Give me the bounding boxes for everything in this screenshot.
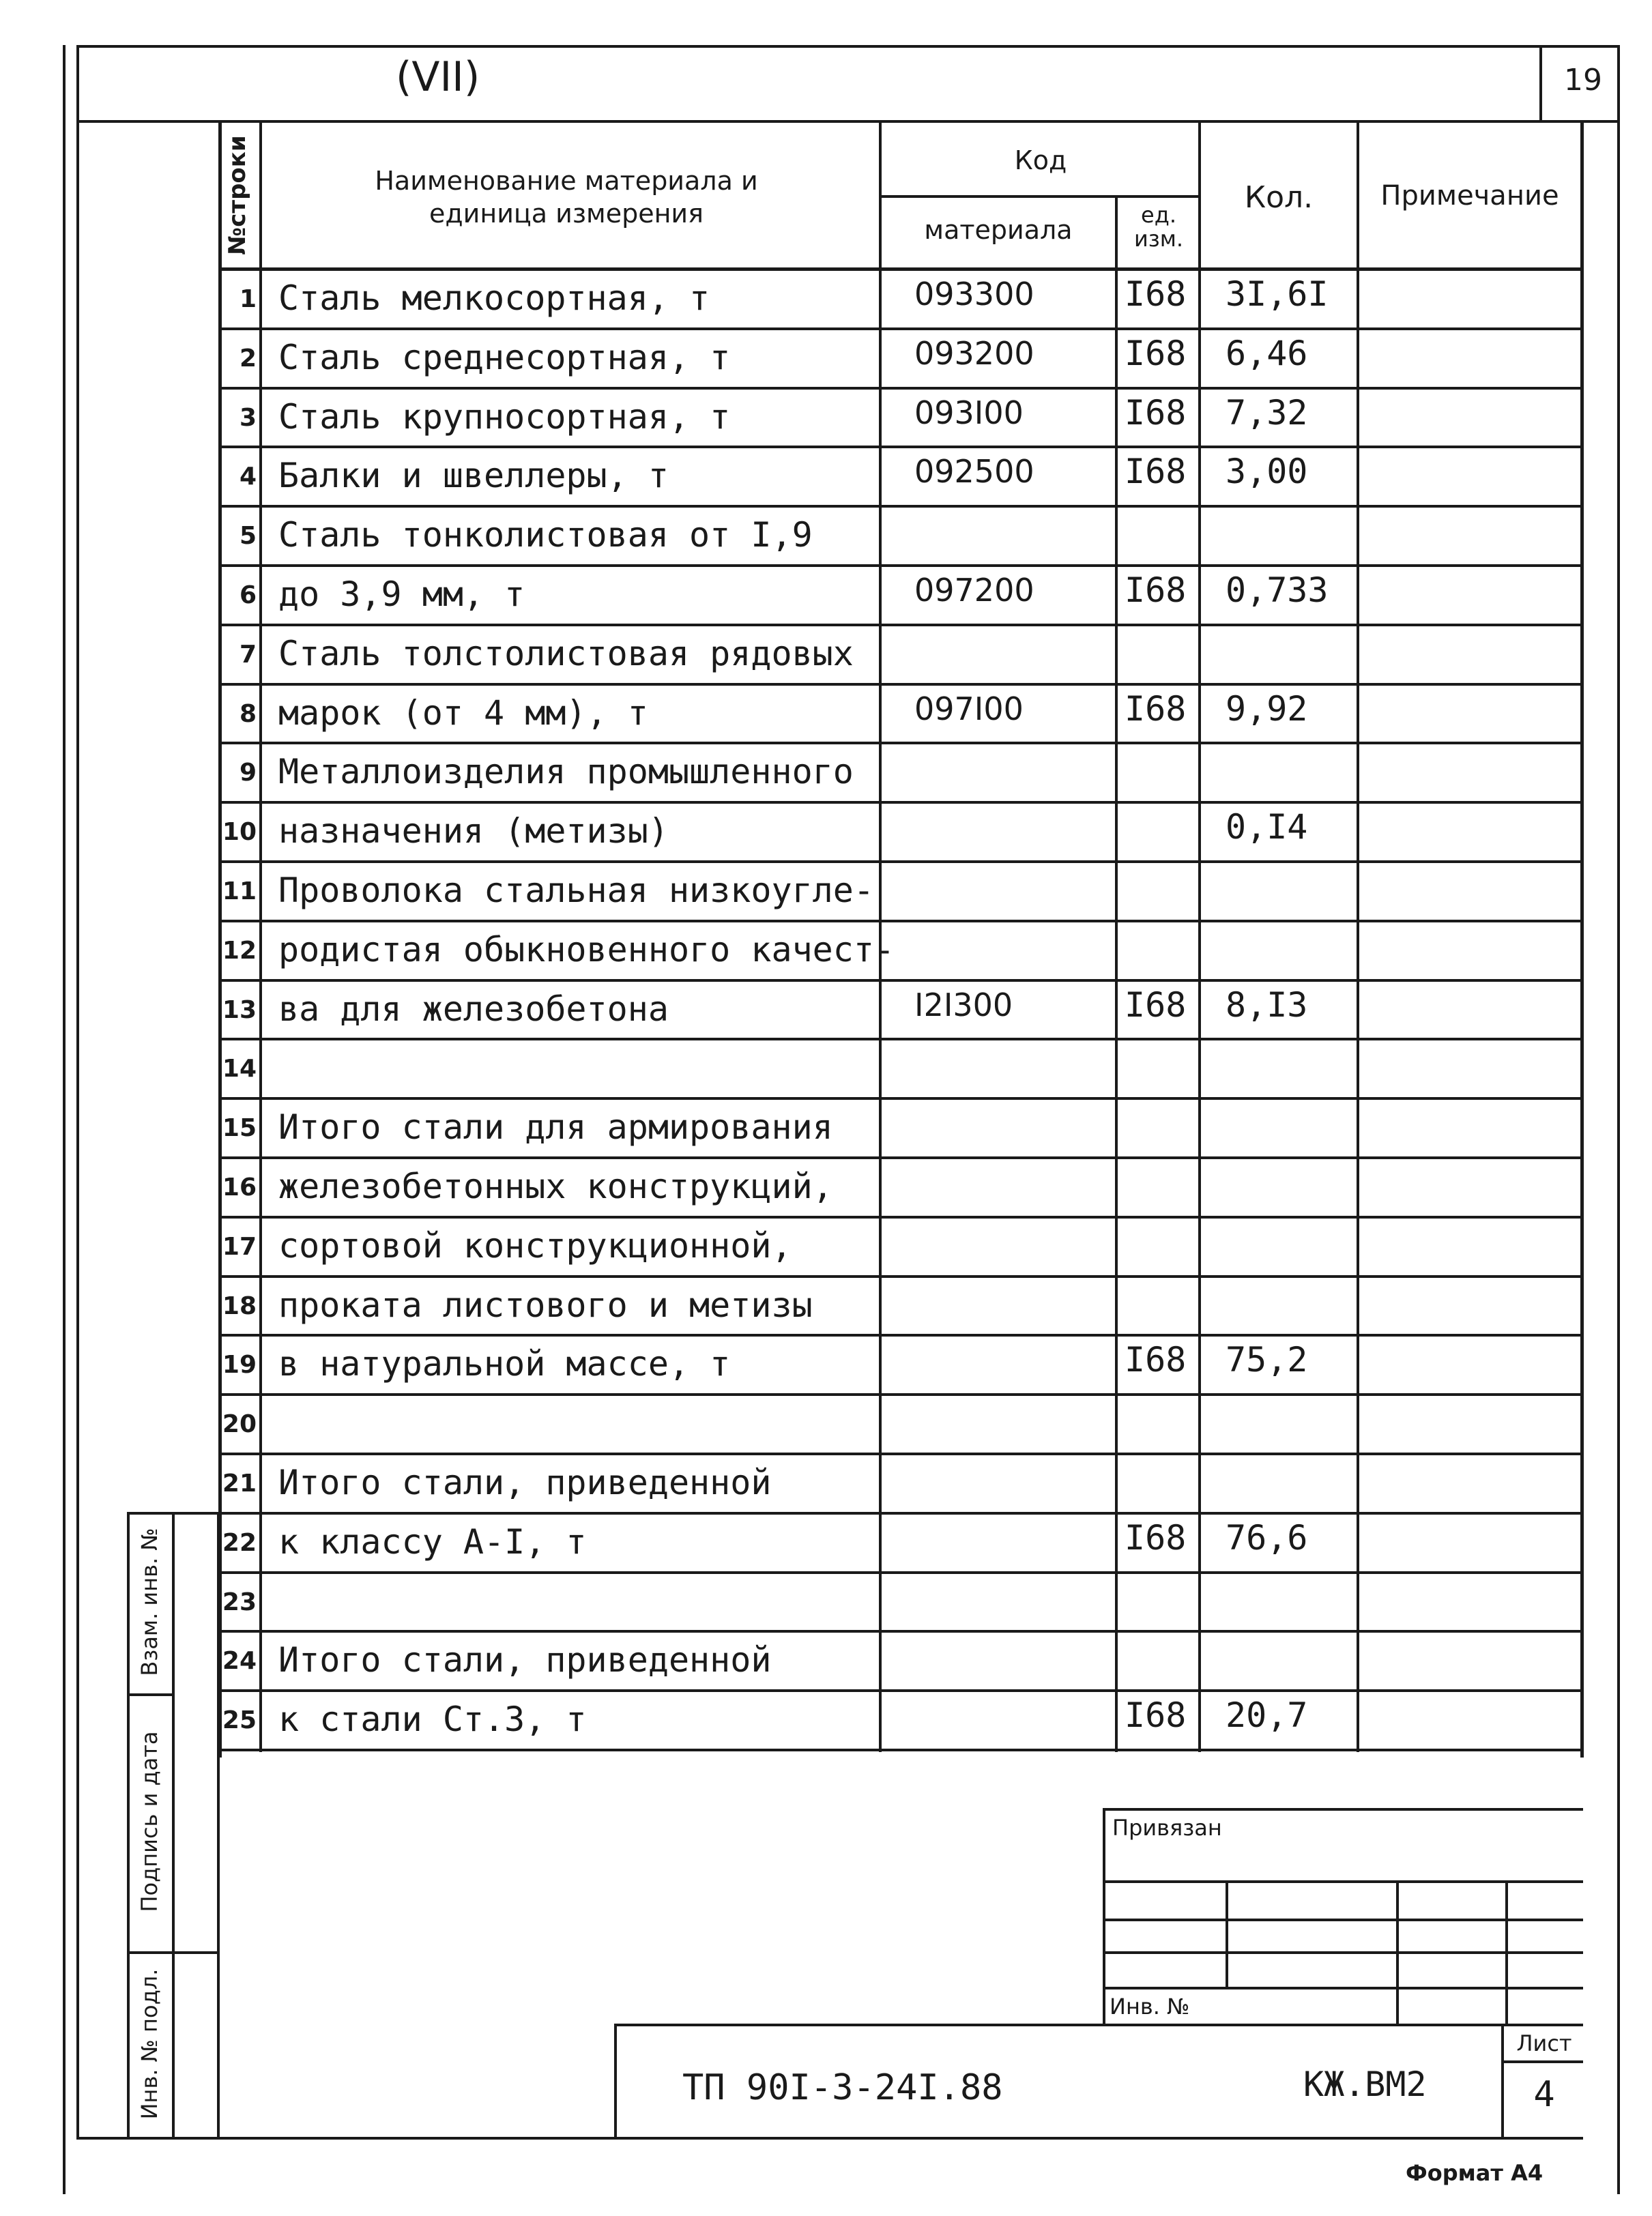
row-number: 10 — [222, 818, 257, 846]
row-line — [218, 1749, 1583, 1751]
material-code: 093200 — [914, 335, 1034, 372]
quantity: 20,7 — [1226, 1695, 1308, 1735]
row-number: 22 — [222, 1529, 257, 1557]
row-line — [218, 860, 1583, 863]
page-number-divider — [1539, 45, 1542, 123]
material-code: 093I00 — [914, 394, 1024, 431]
privyazan-label: Привязан — [1112, 1815, 1222, 1841]
privyazan-col-2 — [1396, 1880, 1399, 2026]
format-label: Формат А4 — [1406, 2160, 1544, 2186]
sheet-number: 4 — [1533, 2074, 1555, 2115]
quantity: 6,46 — [1226, 334, 1308, 373]
row-line — [218, 683, 1583, 686]
row-line — [218, 1689, 1583, 1692]
quantity: 75,2 — [1226, 1340, 1308, 1380]
row-line — [218, 1630, 1583, 1633]
row-line — [218, 564, 1583, 567]
quantity: 9,92 — [1226, 689, 1308, 729]
material-name: ва для железобетона — [278, 989, 669, 1029]
row-line — [218, 505, 1583, 508]
quantity-header: Кол. — [1244, 180, 1314, 215]
row-number: 2 — [239, 345, 257, 373]
section-code: КЖ.ВМ2 — [1303, 2065, 1427, 2104]
note-header: Примечание — [1380, 180, 1559, 212]
header-bottom-line — [218, 267, 1583, 271]
unit-code: I68 — [1125, 274, 1187, 314]
col-line-unit — [1198, 120, 1201, 1752]
row-number: 21 — [222, 1470, 257, 1498]
row-number: 4 — [239, 463, 257, 491]
material-name: Сталь тонколистовая от I,9 — [278, 515, 813, 555]
row-number: 18 — [222, 1292, 257, 1320]
col-line-code — [1115, 195, 1118, 1752]
sheet-cell-divider — [1501, 2024, 1504, 2140]
col-line-qty — [1357, 120, 1359, 1752]
code-material-header: материала — [924, 215, 1073, 245]
unit-code: I68 — [1125, 334, 1187, 373]
row-line — [218, 1097, 1583, 1100]
vzam-inv-label: Взам. инв. № — [136, 1528, 162, 1676]
material-name: марок (от 4 мм), т — [278, 693, 648, 733]
row-line — [218, 1275, 1583, 1278]
frame-left-lower — [63, 45, 66, 2194]
row-line — [218, 387, 1583, 390]
quantity: 76,6 — [1226, 1518, 1308, 1558]
quantity: 8,I3 — [1226, 985, 1308, 1025]
sheet-label: Лист — [1516, 2030, 1572, 2056]
row-line — [218, 327, 1583, 330]
row-line — [218, 1038, 1583, 1040]
quantity: 0,I4 — [1226, 807, 1308, 847]
unit-code: I68 — [1125, 689, 1187, 729]
podpis-data-label: Подпись и дата — [136, 1731, 162, 1912]
name-header: Наименование материала и единица измерения — [375, 166, 758, 229]
row-number: 16 — [222, 1173, 257, 1201]
row-line — [218, 1571, 1583, 1574]
row-number: 24 — [222, 1647, 257, 1675]
row-number: 13 — [222, 996, 257, 1024]
material-name: назначения (метизы) — [278, 811, 669, 851]
row-line — [218, 1334, 1583, 1337]
material-name: Сталь крупносортная, т — [278, 397, 731, 437]
row-line — [218, 446, 1583, 448]
material-name: в натуральной массе, т — [278, 1344, 731, 1384]
unit-code: I68 — [1125, 393, 1187, 433]
frame-right-lower — [1617, 45, 1620, 2194]
material-name: проката листового и метизы — [278, 1285, 813, 1325]
row-number: 7 — [239, 641, 257, 669]
row-line — [218, 742, 1583, 744]
row-line — [218, 1216, 1583, 1219]
row-number: 17 — [222, 1233, 257, 1261]
row-number: 25 — [222, 1706, 257, 1734]
material-code: I2I300 — [914, 987, 1013, 1023]
row-number: 8 — [239, 700, 257, 728]
material-name: до 3,9 мм, т — [278, 574, 525, 614]
privyazan-line-2 — [1103, 1919, 1583, 1921]
material-name: Итого стали для армирования — [278, 1107, 833, 1147]
row-line — [218, 624, 1583, 626]
row-number: 1 — [239, 285, 257, 313]
material-code: 093300 — [914, 276, 1034, 312]
row-line — [218, 1453, 1583, 1455]
inv-podl-label: Инв. № подл. — [136, 1968, 162, 2120]
sheet-label-line — [1501, 2060, 1583, 2063]
row-number: 5 — [239, 522, 257, 550]
row-number: 23 — [222, 1588, 257, 1616]
title-block-bottom — [76, 2137, 1583, 2140]
row-number: 19 — [222, 1351, 257, 1379]
quantity: 3,00 — [1226, 452, 1308, 491]
quantity: 3I,6I — [1226, 274, 1329, 314]
material-name: Итого стали, приведенной — [278, 1463, 772, 1502]
row-line — [218, 1393, 1583, 1396]
material-name: Сталь толстолистовая рядовых — [278, 634, 854, 673]
material-name: к стали Ст.3, т — [278, 1700, 587, 1739]
unit-code: I68 — [1125, 1518, 1187, 1558]
row-number: 20 — [222, 1410, 257, 1438]
code-header: Код — [1014, 145, 1067, 175]
side-stamp-inner-line — [172, 1512, 175, 2140]
material-name: Проволока стальная низкоугле- — [278, 871, 874, 910]
unit-code: I68 — [1125, 452, 1187, 491]
unit-code: I68 — [1125, 570, 1187, 610]
document-code: ТП 90I-3-24I.88 — [682, 2067, 1003, 2108]
material-name: Сталь мелкосортная, т — [278, 278, 710, 318]
row-number: 15 — [222, 1114, 257, 1142]
row-line — [218, 1156, 1583, 1159]
code-unit-header: ед. изм. — [1133, 202, 1184, 252]
row-number: 12 — [222, 937, 257, 965]
material-code: 097I00 — [914, 690, 1024, 727]
unit-code: I68 — [1125, 985, 1187, 1025]
material-code: 092500 — [914, 453, 1034, 490]
code-sub-header-line — [879, 195, 1200, 198]
material-code: 097200 — [914, 572, 1034, 609]
material-name: родистая обыкновенного качест- — [278, 930, 895, 970]
row-number-header: №строки — [224, 135, 251, 255]
page-number: 19 — [1564, 63, 1602, 98]
material-name: Итого стали, приведенной — [278, 1640, 772, 1680]
row-line — [218, 1512, 1583, 1515]
unit-code: I68 — [1125, 1340, 1187, 1380]
row-number: 14 — [222, 1055, 257, 1083]
privyazan-col-3 — [1505, 1880, 1508, 2026]
material-name: Металлоизделия промышленного — [278, 752, 854, 791]
privyazan-line-3 — [1103, 1951, 1583, 1954]
material-name: железобетонных конструкций, — [278, 1167, 833, 1206]
row-number: 6 — [239, 581, 257, 609]
row-number: 11 — [222, 877, 257, 905]
inv-no-label: Инв. № — [1110, 1994, 1190, 2020]
quantity: 7,32 — [1226, 393, 1308, 433]
privyazan-line-4 — [1103, 1987, 1583, 1989]
material-name: сортовой конструкционной, — [278, 1226, 792, 1266]
row-line — [218, 920, 1583, 922]
privyazan-col-1 — [1226, 1880, 1228, 1989]
row-line — [218, 801, 1583, 804]
quantity: 0,733 — [1226, 570, 1329, 610]
privyazan-line-1 — [1103, 1880, 1583, 1883]
material-name: к классу А-I, т — [278, 1522, 587, 1562]
row-number: 9 — [239, 759, 257, 787]
material-name: Сталь среднесортная, т — [278, 338, 731, 377]
sheet-mark: (VII) — [396, 53, 480, 101]
unit-code: I68 — [1125, 1695, 1187, 1735]
row-number: 3 — [239, 404, 257, 432]
material-name: Балки и швеллеры, т — [278, 456, 669, 495]
row-line — [218, 979, 1583, 982]
col-line-num — [259, 120, 262, 1752]
